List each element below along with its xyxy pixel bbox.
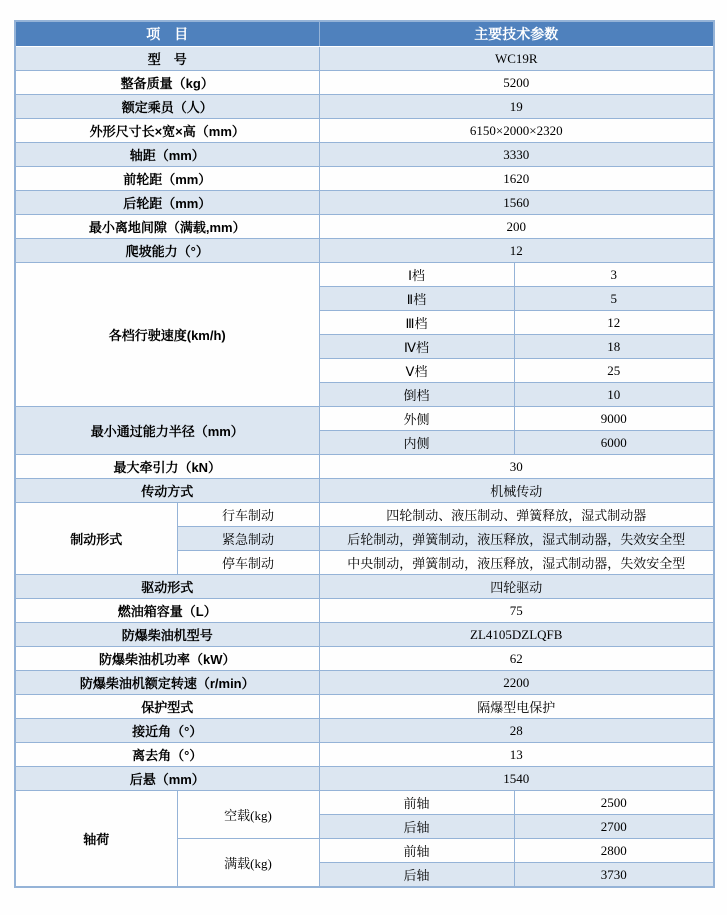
label-emergency-brake: 紧急制动 (177, 527, 319, 551)
label-protection-type: 保护型式 (15, 695, 319, 719)
value-transmission: 机械传动 (319, 479, 714, 503)
label-gear-3: Ⅲ档 (319, 311, 514, 335)
label-gear-5: Ⅴ档 (319, 359, 514, 383)
label-noload-rear-axle: 后轴 (319, 815, 514, 839)
label-reverse-gear: 倒档 (319, 383, 514, 407)
label-rated-passengers: 额定乘员（人） (15, 95, 319, 119)
label-engine-rated-speed: 防爆柴油机额定转速（r/min） (15, 671, 319, 695)
label-brake-type: 制动形式 (15, 503, 177, 575)
value-rear-track: 1560 (319, 191, 714, 215)
value-rated-passengers: 19 (319, 95, 714, 119)
value-protection-type: 隔爆型电保护 (319, 695, 714, 719)
value-model: WC19R (319, 47, 714, 71)
value-departure-angle: 13 (319, 743, 714, 767)
label-front-track: 前轮距（mm） (15, 167, 319, 191)
row-min-ground-clearance (15, 215, 714, 239)
label-transmission: 传动方式 (15, 479, 319, 503)
row-approach-angle (15, 719, 714, 743)
label-full-front-axle: 前轴 (319, 839, 514, 863)
value-wheelbase: 3330 (319, 143, 714, 167)
label-rear-track: 后轮距（mm） (15, 191, 319, 215)
label-gear-4: Ⅳ档 (319, 335, 514, 359)
row-protection-type (15, 695, 714, 719)
value-drive-type: 四轮驱动 (319, 575, 714, 599)
label-curb-weight: 整备质量（kg） (15, 71, 319, 95)
value-engine-power: 62 (319, 647, 714, 671)
label-gradeability: 爬坡能力（°） (15, 239, 319, 263)
value-reverse-gear: 10 (514, 383, 714, 407)
value-gear-4: 18 (514, 335, 714, 359)
label-min-ground-clearance: 最小离地间隙（满载,mm） (15, 215, 319, 239)
row-wheelbase (15, 143, 714, 167)
value-gradeability: 12 (319, 239, 714, 263)
label-fuel-tank: 燃油箱容量（L） (15, 599, 319, 623)
row-turn-radius-outer (15, 407, 714, 431)
value-min-ground-clearance: 200 (319, 215, 714, 239)
header-item-column: 项 目 (15, 21, 319, 47)
row-transmission (15, 479, 714, 503)
row-overall-dimensions (15, 119, 714, 143)
row-engine-model (15, 623, 714, 647)
row-engine-power (15, 647, 714, 671)
value-service-brake: 四轮制动、液压制动、弹簧释放，湿式制动器 (319, 503, 714, 527)
value-engine-rated-speed: 2200 (319, 671, 714, 695)
row-drive-type (15, 575, 714, 599)
value-engine-model: ZL4105DZLQFB (319, 623, 714, 647)
row-model (15, 47, 714, 71)
label-speed-per-gear: 各档行驶速度(km/h) (15, 263, 319, 407)
table-body (15, 47, 714, 888)
label-drive-type: 驱动形式 (15, 575, 319, 599)
row-front-track (15, 167, 714, 191)
label-departure-angle: 离去角（°） (15, 743, 319, 767)
value-max-traction: 30 (319, 455, 714, 479)
row-axle-noload-front (15, 791, 714, 815)
row-fuel-tank (15, 599, 714, 623)
value-full-rear-axle: 3730 (514, 863, 714, 888)
label-parking-brake: 停车制动 (177, 551, 319, 575)
row-rear-track (15, 191, 714, 215)
row-gradeability (15, 239, 714, 263)
row-gear-1 (15, 263, 714, 287)
value-outer-side: 9000 (514, 407, 714, 431)
row-engine-rated-speed (15, 671, 714, 695)
label-full-rear-axle: 后轴 (319, 863, 514, 888)
value-overall-dimensions: 6150×2000×2320 (319, 119, 714, 143)
value-gear-1: 3 (514, 263, 714, 287)
label-axle-load: 轴荷 (15, 791, 177, 888)
value-gear-3: 12 (514, 311, 714, 335)
value-inner-side: 6000 (514, 431, 714, 455)
row-max-traction (15, 455, 714, 479)
value-approach-angle: 28 (319, 719, 714, 743)
value-parking-brake: 中央制动，弹簧制动，液压释放，湿式制动器，失效安全型 (319, 551, 714, 575)
label-approach-angle: 接近角（°） (15, 719, 319, 743)
label-model: 型 号 (15, 47, 319, 71)
value-gear-5: 25 (514, 359, 714, 383)
header-row (15, 21, 714, 47)
label-gear-1: Ⅰ档 (319, 263, 514, 287)
label-wheelbase: 轴距（mm） (15, 143, 319, 167)
label-service-brake: 行车制动 (177, 503, 319, 527)
value-gear-2: 5 (514, 287, 714, 311)
label-noload-front-axle: 前轴 (319, 791, 514, 815)
label-overall-dimensions: 外形尺寸长×宽×高（mm） (15, 119, 319, 143)
value-noload-front-axle: 2500 (514, 791, 714, 815)
row-departure-angle (15, 743, 714, 767)
table-header (15, 21, 714, 47)
spec-table (14, 20, 715, 888)
label-min-turning-radius: 最小通过能力半径（mm） (15, 407, 319, 455)
value-fuel-tank: 75 (319, 599, 714, 623)
value-full-front-axle: 2800 (514, 839, 714, 863)
label-full-load: 满载(kg) (177, 839, 319, 888)
label-engine-model: 防爆柴油机型号 (15, 623, 319, 647)
label-rear-overhang: 后悬（mm） (15, 767, 319, 791)
label-gear-2: Ⅱ档 (319, 287, 514, 311)
value-emergency-brake: 后轮制动，弹簧制动，液压释放，湿式制动器，失效安全型 (319, 527, 714, 551)
label-inner-side: 内侧 (319, 431, 514, 455)
row-service-brake (15, 503, 714, 527)
label-outer-side: 外侧 (319, 407, 514, 431)
value-noload-rear-axle: 2700 (514, 815, 714, 839)
label-engine-power: 防爆柴油机功率（kW） (15, 647, 319, 671)
value-curb-weight: 5200 (319, 71, 714, 95)
value-front-track: 1620 (319, 167, 714, 191)
label-no-load: 空载(kg) (177, 791, 319, 839)
row-curb-weight (15, 71, 714, 95)
label-max-traction: 最大牵引力（kN） (15, 455, 319, 479)
row-rated-passengers (15, 95, 714, 119)
row-rear-overhang (15, 767, 714, 791)
header-params-column: 主要技术参数 (319, 21, 714, 47)
value-rear-overhang: 1540 (319, 767, 714, 791)
